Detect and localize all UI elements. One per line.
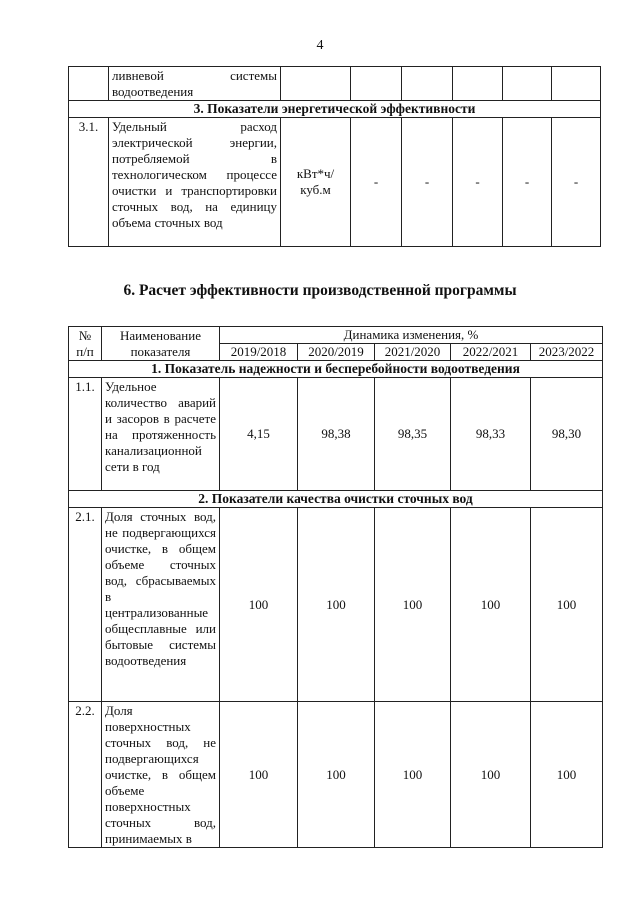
section-row <box>69 101 601 118</box>
section-title: 1. Показатель надежности и бесперебойности водоотведения <box>69 361 603 378</box>
value-cell: 100 <box>298 508 375 702</box>
value-cell: - <box>351 118 402 247</box>
header-year: 2022/2021 <box>451 344 531 361</box>
value-cell: 100 <box>531 508 603 702</box>
value-cell: 100 <box>451 508 531 702</box>
row-number: 1.1. <box>69 378 102 491</box>
section-row <box>69 361 603 378</box>
table-row <box>69 702 603 848</box>
value-cell: - <box>453 118 503 247</box>
header-number: № п/п <box>69 327 102 361</box>
value-cell: 98,38 <box>298 378 375 491</box>
row-number: 2.1. <box>69 508 102 702</box>
efficiency-indicators-table <box>68 66 601 247</box>
value-cell: 4,15 <box>220 378 298 491</box>
section-row <box>69 491 603 508</box>
value-cell: - <box>503 118 552 247</box>
production-program-efficiency-table <box>68 326 603 848</box>
section-title: 2. Показатели качества очистки сточных вод <box>69 491 603 508</box>
header-row <box>69 327 603 344</box>
section-title: 3. Показатели энергетической эффективности <box>69 101 601 118</box>
row-number: 3.1. <box>69 118 109 247</box>
header-year: 2019/2018 <box>220 344 298 361</box>
value-cell: 100 <box>451 702 531 848</box>
row-number: 2.2. <box>69 702 102 848</box>
value-cell: 100 <box>298 702 375 848</box>
value-cell: 98,33 <box>451 378 531 491</box>
header-year: 2021/2020 <box>375 344 451 361</box>
row-description: Удельное количество аварий и засоров в расчете на протяженность канализационной сети в год <box>102 378 220 491</box>
value-cell: 100 <box>375 702 451 848</box>
value-cell: 98,35 <box>375 378 451 491</box>
table-row <box>69 378 603 491</box>
section-heading: 6. Расчет эффективности производственной программы <box>123 282 517 299</box>
value-cell: - <box>402 118 453 247</box>
row-description: Доля поверхностных сточных вод, не подвергающихся очистке, в общем объеме поверхностных сточных вод, принимаемых в <box>102 702 220 848</box>
page-number: 4 <box>316 38 324 53</box>
value-cell: 100 <box>375 508 451 702</box>
value-cell: 100 <box>220 702 298 848</box>
value-cell: 100 <box>531 702 603 848</box>
value-cell: 98,30 <box>531 378 603 491</box>
header-dynamics: Динамика изменения, % <box>220 327 603 344</box>
table-row <box>69 508 603 702</box>
header-year: 2023/2022 <box>531 344 603 361</box>
row-description: Удельный расход электрической энергии, потребляемой в технологическом процессе очистки и транспортировки сточных вод, на единицу объема сточных вод <box>109 118 281 247</box>
table-row <box>69 118 601 247</box>
header-name: Наименование показателя <box>102 327 220 361</box>
unit-cell: кВт*ч/ куб.м <box>281 118 351 247</box>
table-row <box>69 67 601 101</box>
value-cell: - <box>552 118 601 247</box>
row-description: ливневой системы водоотведения <box>109 67 281 101</box>
header-year: 2020/2019 <box>298 344 375 361</box>
row-description: Доля сточных вод, не подвергающихся очистке, в общем объеме сточных вод, сбрасываемых в централизованные общесплавные или бытовые системы водоотведения <box>102 508 220 702</box>
value-cell: 100 <box>220 508 298 702</box>
